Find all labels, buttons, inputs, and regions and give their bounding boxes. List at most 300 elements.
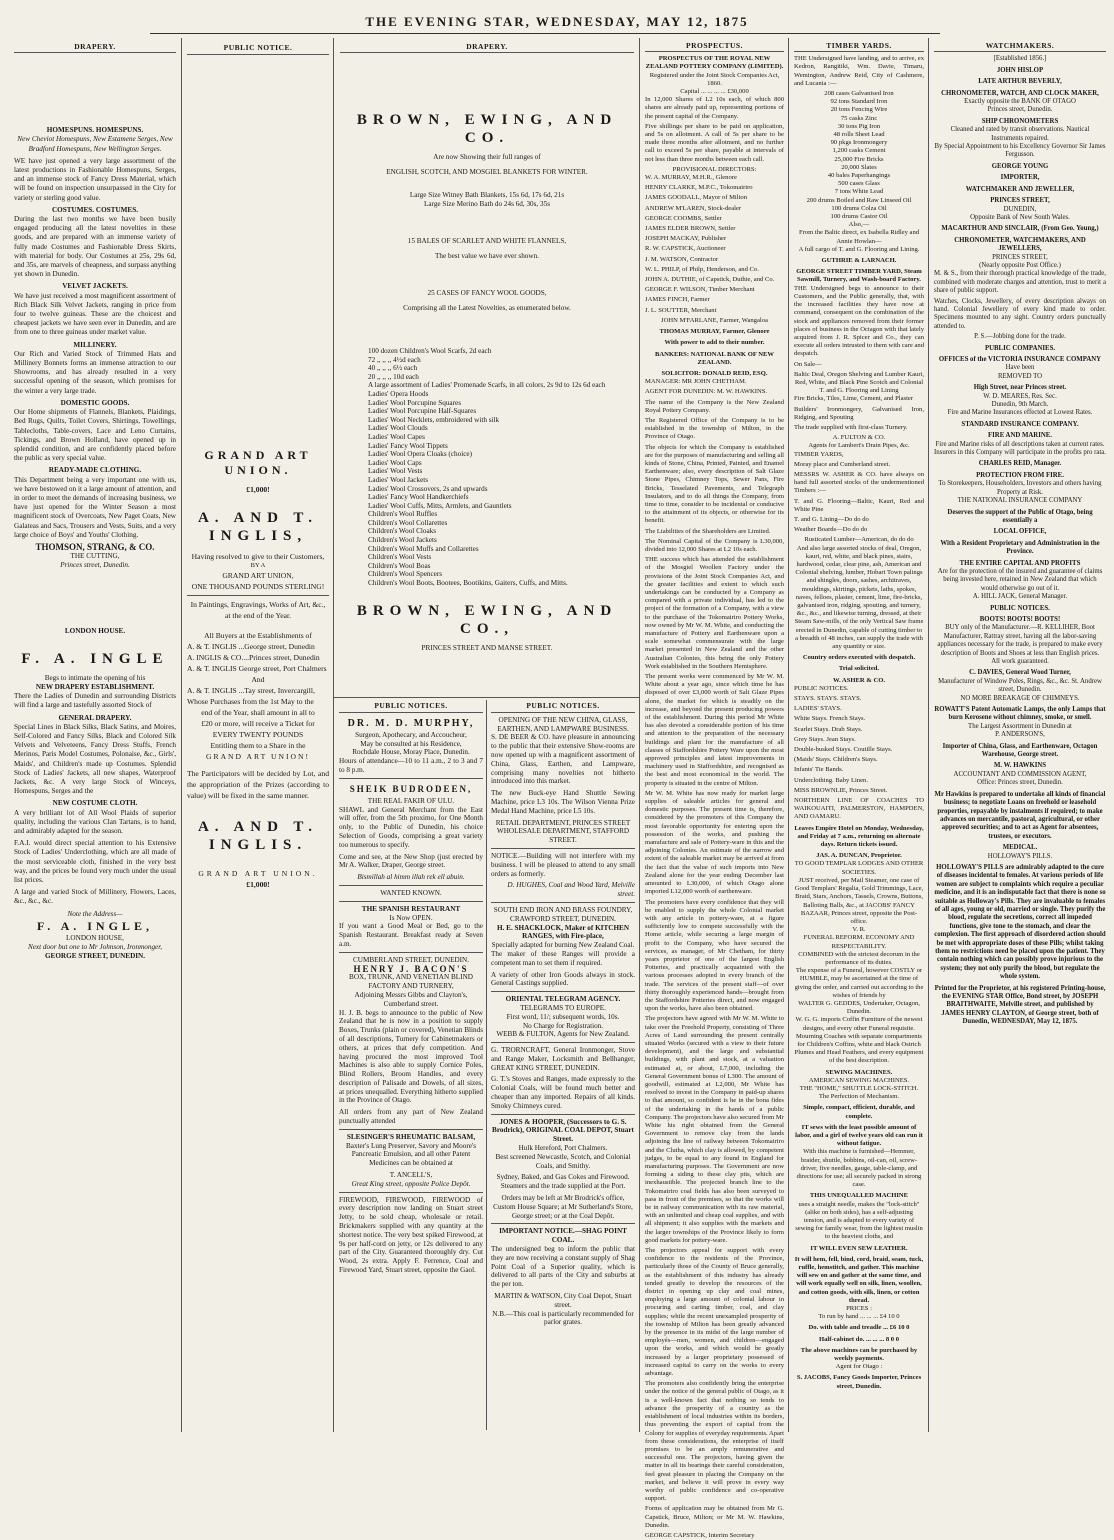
ad-body: Best screened Newcastle, Scotch, and Colonial Coals, and Smithy.: [495, 1152, 631, 1170]
ad-line: [Established 1856.]: [993, 55, 1047, 63]
ad-line: 200 drums Boiled and Raw Linseed Oil: [806, 196, 912, 204]
ad-line: Having resolved to give to their Customers,: [191, 552, 325, 561]
ad-body: Special Lines in Black Silks, Black Satins, and Moires, Self-Colored and Fancy Silks, Black and Colored Silk Velvets and Velveteens, Fancy Dress Stuffs, French Merinos, Paris Model Costumes, Polonaise, &c., Girls', Maids', and Children's made up Costumes. Splendid Stock of Ladies' Jackets, all new shapes, Waterproof Jackets, &c. A very large Stock of Winceys, Homespuns, Serges and the: [14, 722, 176, 796]
ad-line: The Perfection of Mechanism.: [818, 1093, 900, 1101]
ad-line: To Storekeepers, Householders, Investors and others having Property at Risk.: [938, 480, 1102, 496]
ad-heading: WATCHMAKER AND JEWELLER,: [965, 185, 1075, 193]
ad-body: A variety of other Iron Goods always in stock. General Castings supplied.: [491, 970, 635, 988]
ad-line: A full cargo of T. and G. Flooring and Lining.: [798, 245, 920, 253]
ad-line: W. G. G. imports Coffin Furniture of the newest designs, and every other Funeral requisite. Mourning Coaches with separate compartments for Children's Coffins, white and black Ostrich Plumes and Head Feathers, and every equipment of the best description.: [794, 1016, 924, 1065]
ad-heading: Mr Hawkins is prepared to undertake all kinds of financial business; to negotiate Loans on freehold or leasehold properties, repayable by instalments if required; to make advances on mercantile, pastoral, agricultural, or other approved securities; and to act as Agent for absentees, trustees, or executors.: [934, 790, 1106, 840]
ad-line: 75 casks Zinc: [840, 114, 878, 122]
ad-body: SHAWL and General Merchant from the East will offer, from the 5th proximo, for One Month only, to the Public of Dunedin, his choice Selection of Goods, comprising a great variety too numerous to specify.: [339, 805, 483, 849]
ad-line: Surgeon, Apothecary, and Accoucheur,: [355, 730, 467, 739]
ad-body: H. J. B. begs to announce to the public of New Zealand that he is now in a position to supply Boxes, Trunks (plain or covered), Venetian Blinds of all descriptions, Turnery for Cabinetmakers or others, at prices that defy competition. And having procured the most improved Tool Machines is also able to supply Cornice Poles, Blind Rollers, Broom Handles, and every description of Palisade and Dowels, of all sizes, at prices unequalled. Everything hitherto supplied in the Province of Otago.: [339, 1008, 484, 1105]
ad-body: MESSRS W. ASHER & CO. have always on hand full assorted stocks of the undermentioned Timbers :—: [794, 470, 924, 495]
ad-heading: CHRONOMETER, WATCHMAKERS, AND JEWELLERS,: [954, 236, 1086, 253]
ad-heading: S. JACOBS, Fancy Goods Importer, Princes street, Dunedin.: [796, 1374, 922, 1390]
ad-line: AMERICAN SEWING MACHINES.: [808, 1076, 910, 1084]
wool-goods-list-item: Ladies' Wool Capes: [368, 432, 425, 441]
column-head: TIMBER YARDS.: [794, 42, 924, 52]
ad-body: JOHN A. DUTHIE, of Capstick, Duthie, and Co.: [645, 276, 775, 284]
ad-heading: COSTUMES. COSTUMES.: [51, 205, 139, 214]
column-head: PUBLIC NOTICES.: [491, 702, 635, 713]
ad-heading: Printed for the Proprietor, at his registered Printing-house, the EVENING STAR Office, Bond street, by JOSEPH BRAITHWAITE, Melville street, and published by JAMES HENRY CLAYTON, of George street, both of Dunedin, WEDNESDAY, May 12, 1875.: [934, 984, 1106, 1026]
ad-line: WHOLESALE DEPARTMENT, STAFFORD STREET.: [496, 827, 630, 845]
column-rule: [181, 38, 182, 1432]
ad-heading: PUBLIC COMPANIES.: [984, 344, 1056, 352]
ad-body: FIREWOOD, FIREWOOD, FIREWOOD of every description now landing on Stuart street Jetty, to be sold cheap, wholesale or retail. Brickmakers supplied with any quantity at the shortest notice. The very best spiked Firewood, at 9s per half-cord on jetty, or 12s delivered to any part of the City. Guaranteed thoroughly dry. Cut Wood, 2s extra. Apply F. Ferrence, Coal and Firewood Yard, Stuart street, opposite the Gaol.: [339, 1195, 483, 1275]
column-timber-yards: [790, 40, 928, 1430]
ad-body: Underclothing. Baby Linen.: [794, 776, 868, 784]
ad-body: If you want a Good Meal or Bed, go to the Spanish Restaurant. Breakfast ready at Seven a.m.: [339, 922, 483, 948]
ad-body: Fire Bricks, Tiles, Lime, Cement, and Plaster: [794, 395, 914, 403]
ad-body: Grey Stays. Jean Stays.: [794, 735, 856, 743]
ad-line: EVERY TWENTY POUNDS: [212, 730, 304, 740]
ad-line: COMBINED with the strictest decorum in the performance of its duties.: [798, 950, 920, 966]
ad-body: G. T.'s Stoves and Ranges, made expressly to the Colonial Coals, will be found much better and cheaper than any imported. Repairs of all kinds. Smoky Chimneys cured.: [491, 1075, 635, 1110]
ad-line: And also large assorted stocks of deal, Oregon, kauri, red, white, and black pines, stairs, hardwood, cedar, clear pine, ash, American and Colonial shelving, lumber, Hobart Town palings and shingles, doors, sashes, architraves, mouldings, skirtings, pickets, laths, spokes, naves, felloes, plaster, cement, lime, fire-bricks, galvanised iron, ridging, spouting, and turnery, &c., &c., and likewise turning, dressed, at their Steam Saw-mills, of the only Vertical Saw frame erected in Dunedin, capable of cutting timber to a breadth of 48 inches, can supply the trade with any quantity or size.: [794, 544, 924, 651]
ad-line: All work guaranteed.: [991, 658, 1049, 665]
ad-line: TELEGRAMS TO EUROPE.: [520, 1003, 606, 1012]
ad-line: BUY only of the Manufacturer.—R. KELLIHER, Boot Manufacturer, Rattray street, having all the labor-saving appliances necessary for the trade, is prepared to make every description of Boots and Shoes at less than English prices.: [937, 624, 1103, 657]
ad-line: PROVISIONAL DIRECTORS:: [672, 165, 757, 173]
ad-body: Orders may be left at Mr Brodrick's office, Custom House Square; at Mr Sutherland's Store, George street; or at the Coal Depôt.: [493, 1194, 633, 1220]
ad-heading: ROWATT'S Patent Automatic Lamps, the only Lamps that burn Kerosene without chimney, smoke, or smell.: [934, 706, 1106, 722]
ad-body: The name of the Company is the New Zealand Royal Pottery Company.: [645, 398, 784, 414]
ad-heading: OPENING OF THE NEW CHINA, GLASS, EARTHEN, AND LAMPWARE BUSINESS.: [497, 715, 629, 733]
ad-heading: SLESINGER'S RHEUMATIC BALSAM,: [346, 1132, 476, 1141]
masthead-rule: [150, 33, 940, 34]
ad-heading: THE ENTIRE CAPITAL AND PROFITS: [959, 559, 1081, 567]
ad-line: Office: Princes street, Dunedin.: [977, 779, 1063, 787]
ad-heading: BOOTS! BOOTS! BOOTS!: [979, 615, 1061, 623]
ad-line: 90 pkgs Ironmongery: [830, 139, 888, 147]
wool-goods-list-item: Children's Wool Spencers: [368, 570, 443, 579]
ad-line: NO MORE BREAKAGE OF CHIMNEYS.: [960, 694, 1080, 702]
ad-heading: Leaves Empire Hotel on Monday, Wednesday, and Friday at 7 a.m., returning on alternate days. Return tickets issued.: [794, 824, 924, 849]
ad-heading: READY-MADE CLOTHING.: [48, 466, 142, 475]
ad-line: HOLLOWAY'S PILLS.: [987, 852, 1053, 860]
ad-line: THE NATIONAL INSURANCE COMPANY: [957, 497, 1083, 505]
ad-line: WALTER G. GEDDES, Undertaker, Octagon, Dunedin.: [798, 999, 920, 1016]
ad-line: ENGLISH, SCOTCH, AND MOSGIEL BLANKETS FOR WINTER.: [386, 168, 588, 176]
ad-heading: OFFICES of the VICTORIA INSURANCE COMPANY: [938, 356, 1102, 363]
wool-goods-list-item: Ladies' Wool Necklets, embroidered with silk: [368, 415, 500, 424]
ad-body: In 12,000 Shares of L2 10s each, of which 800 shares are already paid up, representing portions of the present capital of the Company.: [645, 96, 784, 120]
ad-body: Baxter's Lung Preserver, Savory and Moore's Pancreatic Emulsion, and all other Patent Medicines can be obtained at: [345, 1141, 477, 1168]
ad-signature: MARTIN & WATSON, City Coal Depot, Stuart street.: [494, 1292, 632, 1309]
ad-line: Capital ... ... ... ... £30,000: [680, 88, 749, 96]
ad-signature: D. HUGHES, Coal and Wood Yard, Melville street.: [507, 881, 635, 899]
ad-body: NORTHERN LINE OF COACHES TO WAIKOUAITI, PALMERSTON, HAMPDEN, AND OAMARU.: [794, 797, 924, 821]
ad-line: P. S.—Jobbing done for the trade.: [974, 333, 1066, 341]
ad-line: PRINCES STREET,: [992, 253, 1048, 261]
ad-line: 25 CASES OF FANCY WOOL GOODS,: [427, 289, 547, 297]
advertiser-name-large: BROWN, EWING, AND CO.,: [356, 602, 618, 637]
advertiser-address: GEORGE STREET, DUNEDIN.: [44, 952, 146, 961]
ad-line: TO GOOD TEMPLAR LODGES AND OTHER SOCIETIES.: [794, 860, 924, 876]
ad-body: R. W. CAPSTICK, Auctioneer: [645, 245, 726, 253]
ad-line: 20 tons Fencing Wire: [830, 106, 888, 114]
ad-line: All Buyers at the Establishments of: [204, 631, 312, 641]
ad-line: Fire and Marine Insurances effected at Lowest Rates.: [947, 409, 1093, 417]
ad-heading: DOMESTIC GOODS.: [60, 398, 130, 407]
ad-line: (Nearly opposite Post Office.): [979, 261, 1061, 269]
ad-line: 7 tons White Lead: [834, 188, 884, 196]
column-rule: [788, 38, 789, 1432]
ad-line: 100 drums Castor Oil: [830, 213, 888, 221]
ad-line: JUST received, per Mail Steamer, one case of Good Templars' Regalia, Gold Trimmings, Lace, Braid, Stars, Anchors, Tassels, Crowns, Buttons, Balloting Balls, &c., at JACOBS' FANCY BAZAAR, Princes street, opposite the Post-office.: [794, 876, 924, 925]
ad-body: Mr W. M. White has now ready for market large supplies of saleable articles for general and domestic purposes. The present time is, therefore, considered by the promoters of this Company the most favorable opportunity for entering upon the possession of the works, and pushing the manufacture and sale of Pottery-ware in this and the adjoining Colonies. An estimate of the narrow and extent of the saleable market may be arrived at from the fact that the value of such imports into New Zealand alone for the year ending December last amounted to L30,000, of which Otago alone imported L12,000 worth of earthenware.: [645, 789, 784, 896]
ad-line: GRAND ART UNION.: [198, 869, 318, 879]
ad-body: The promoters also confidently bring the enterprise under the notice of the general public of Otago, as it is a well-known fact that nothing so tends to advance the prosperity of a country as the establishment of local industries within its borders, thus preventing the export of capital from the Colony for supplies of everyday requirements. Apart from these considerations, the enterprise of itself promises to be an amply remunerative and successful one. The projectors, having given the matter in all its bearings their careful consideration, feel great pleasure in placing the Company on the market, and believe it will prove in every way worthy of public confidence and co-operative support.: [645, 1380, 784, 1503]
wool-goods-list-item: Ladies' Wool Cuffs, Mitts, Armlets, and Gauntlets: [368, 501, 512, 510]
ad-line: THE REAL FAKIR OF ULU.: [367, 796, 455, 805]
ad-heading: IMPORTER,: [1000, 174, 1040, 182]
prize-amount: £1,000!: [246, 880, 270, 890]
ad-body: TIMBER YARDS,: [794, 450, 844, 458]
column-head: DRAPERY.: [340, 42, 634, 53]
ad-body: The maker of these Ranges will provide a competent man to set them if required.: [491, 949, 635, 967]
advertiser-address: Princes street, Dunedin.: [60, 561, 130, 570]
ad-line: Also,—: [848, 221, 870, 229]
wool-goods-list-item: Children's Wool Muffs and Collarettes: [368, 544, 479, 553]
ad-body: GEORGE COOMBS, Settler: [645, 214, 722, 222]
ad-heading: GRAND ART UNION.: [204, 448, 312, 477]
ad-body: JAMES GOODALL, Mayor of Milton: [645, 194, 748, 202]
ad-heading: NEW COSTUME CLOTH.: [52, 799, 138, 808]
ad-line: Insurers in this Company will participate in the profits pro rata.: [934, 449, 1106, 457]
ad-line: THE "HOME," SHUTTLE LOCK-STITCH.: [799, 1084, 919, 1092]
ad-body: Weather Boards—Do do do: [794, 526, 868, 534]
ad-line: Cleaned and rated by transit observations. Nautical Instruments repaired.: [950, 126, 1090, 142]
ad-line: £20 or more, will receive a Ticket for: [201, 719, 315, 729]
ad-body: During the last two months we have been busily engaged producing all the latest novelties in these goods, and are prepared with an immense variety of fully made Costumes and Fashionable Dress Skirts, with material for body. Our Costumes at 25s, 29s 6d, and 35s, are marvels of cheapness, and surpass anything yet shown in Dunedin.: [14, 215, 176, 279]
ad-body: T. and G. Flooring—Baltic, Kauri, Red and White Pine: [794, 497, 924, 513]
ad-line: Large Size Witney Bath Blankets, 15s 6d, 17s 6d, 21s: [409, 191, 565, 199]
ad-heading: CHARLES REID, Manager.: [978, 460, 1062, 468]
wool-goods-list-item: Ladies' Wool Crossovers, 2s and upwards: [368, 484, 488, 493]
ad-line: Dunedin, 9th March.: [991, 401, 1049, 409]
ad-line: P. ANDERSON'S,: [995, 731, 1045, 739]
ad-line: By Special Appointment to his Excellency Governor Sir James Fergusson.: [934, 143, 1106, 159]
ad-body: Five shillings per share to be paid on application, and 5s on allotment. A call of 5s per share to be made three months after allotment, and no further call to exceed 5s per share, payable at intervals of not less than three months between each call.: [645, 122, 784, 163]
column-rule: [639, 38, 640, 1432]
ad-heading: Do. with table and treadle ... £6 10 0: [808, 1324, 910, 1332]
ad-line: Agents for Lambert's Drain Pipes, &c.: [808, 442, 910, 450]
ad-body: This Department being a very important one with us, we have bestowed on it a large amount of attention, and in order to meet the demands of increasing business, we have just opened for the Winter Season a most magnificent stock of Overcoats, New Paget Coats, New Galateas and Sacs, Trousers and Vests, Suits, and a very large choice of Boys' and Youths' Clothing.: [14, 475, 176, 539]
ad-heading: C. DAVIES, General Wood Turner,: [969, 669, 1071, 677]
ad-line: 208 cases Galvanised Iron: [824, 90, 894, 98]
ad-body: Come and see, at the New Shop (just erected by Mr A. Walker, Draper, George street.: [339, 852, 483, 870]
ad-line: BY A: [250, 562, 266, 569]
ad-body: Hours of attendance—10 to 11 a.m., 2 to 3 and 7 to 8 p.m.: [339, 757, 483, 774]
advertiser-shop: THE CUTTING,: [70, 552, 120, 561]
ad-heading: VELVET JACKETS.: [62, 282, 128, 291]
ad-heading: IT WILL EVEN SEW LEATHER.: [810, 1244, 908, 1252]
ad-body: GEORGE F. WILSON, Timber Merchant: [645, 286, 755, 294]
ad-line: A. FULTON & CO.: [832, 434, 886, 442]
ad-line: Agent for Otago :: [835, 1363, 883, 1371]
wool-goods-list-item: Children's Wool Cloaks: [368, 527, 437, 536]
ad-body: Forms of application may be obtained from Mr G. Capstick, Bruce, Milton; or Mr M. W. Hawkins, Dunedin.: [645, 1505, 784, 1529]
ad-body: JAMES ELDER BROWN, Settler: [645, 225, 736, 233]
ad-heading: JAS. A. DUNCAN, Proprietor.: [816, 852, 902, 860]
ad-line: Exactly opposite the BANK OF OTAGO: [964, 98, 1076, 106]
advertiser-shop: LONDON HOUSE,: [66, 933, 124, 942]
ad-line: DUNEDIN,: [1003, 205, 1037, 213]
ad-body: The present works were commenced by Mr W. M. White about a year ago, since which time he has disposed of over £3,000 worth of Salt Glaze Pipes alone, the market for which is steadily on the increase, and beyond the present producing powers of the establishment. During this period Mr White has also devoted a considerable portion of his time and attention to the preparation of the necessary buildings and plant for the manufacture of all classes of Staffordshire Pottery Ware upon the most approved principles and latest improvements in machinery used in Staffordshire, and recognised as the best and most economical in the world. The property is situated in the centre of Milton.: [645, 673, 784, 787]
ad-line: Specially adapted for burning New Zealand Coal.: [491, 941, 635, 950]
ad-heading: CHRONOMETER, WATCH, AND CLOCK MAKER,: [941, 89, 1099, 97]
advertiser-address: PRINCES STREET AND MANSE STREET.: [421, 643, 553, 652]
ad-heading: WANTED KNOWN.: [380, 888, 442, 897]
advertiser-name-large: A. AND T. INGLIS.: [197, 819, 319, 854]
ad-body: WE have just opened a very large assortment of the latest productions in Fashionable Homespuns, Serges, and an immense stock of Fancy Dress Material, which will be found on inspection unsurpassed in the City for variety or sterling good value.: [14, 156, 176, 202]
ad-body: The Liabilities of the Shareholders are Limited.: [645, 527, 771, 535]
ad-heading: SOUTH END IRON AND BRASS FOUNDRY, CRAWFORD STREET, DUNEDIN.: [493, 905, 633, 923]
ad-body: W. L. PHILP, of Philp, Henderson, and Co.: [645, 265, 759, 273]
ad-heading: LOCAL OFFICE,: [993, 528, 1047, 536]
ad-body: (Maids' Stays. Children's Stays.: [794, 756, 878, 764]
ad-body: G. TRORNCRAFT, General Ironmonger, Stove and Range Maker, Locksmith and Bellhanger, GREAT KING STREET, DUNEDIN.: [491, 1046, 635, 1072]
ad-line: No Charge for Registration.: [522, 1021, 604, 1030]
ad-heading: M. W. HAWKINS: [993, 762, 1047, 770]
ad-heading: Importer of China, Glass, and Earthenware, Octagon Warehouse, George street.: [942, 742, 1098, 759]
subcolumn-public-notices-2: [488, 700, 638, 1430]
ad-heading: GEORGE STREET TIMBER YARD, Steam Sawmill, Turnery, and Wash-board Factory.: [796, 268, 922, 284]
advertiser-name: THOMSON, STRANG, & CO.: [35, 541, 155, 552]
ad-line: Is Now OPEN.: [389, 913, 433, 922]
ad-body: JOSEPH MACKAY, Publisher: [645, 235, 727, 243]
ad-heading: Trial solicited.: [838, 665, 880, 673]
ad-line: REMOVED TO: [997, 372, 1043, 380]
column-head: WATCHMAKERS.: [934, 42, 1106, 52]
ad-heading: JOHN HISLOP: [996, 66, 1044, 74]
ad-line: 92 tons Standard Iron: [830, 98, 888, 106]
ad-line: Whose Purchases from the 1st May to the: [187, 697, 314, 707]
ad-body: The projectors have agreed with Mr W. M. White to take over the Freehold Property, consisting of Three Acres of Land surrounding the present centrally situated Works (secured with a view to their future development), and the large and substantial buildings, with plant and stock, at a valuation estimated at, or about, L7,000, including the General Government bonus of L300. The amount of goodwill, estimated at L2,000, Mr White has resolved to invest in the Company in paid-up shares to that amount, so confident is he in the bona fides of the undertaking in the hands of a public Company. The projectors have also secured from Mr White his right obtained from the General Government to remove clay from the lands adjoining the line of railway between Tokomairiro and the Clutha, which clay is allowed, by competent judges, to be equal to any found in England for manufacturing purposes. The Government are now forming a siding to these clay pits, which are inexhaustible. The projected branch line to the Tokomairiro coal fields has also been surveyed to pass in front of the premises, so that the works will be in railway communication with its raw material, with an unlimited and cheap coal supplies, and with all shipment; it also supplies with the markets and the larger townships of the Province likely to form good markets for pottery-ware.: [645, 1015, 784, 1244]
ad-heading: BANKERS: NATIONAL BANK OF NEW ZEALAND.: [654, 350, 775, 366]
ad-heading: THE SPANISH RESTAURANT: [361, 904, 461, 913]
ad-heading: Simple, compact, efficient, durable, and complete.: [803, 1104, 915, 1120]
ad-line: GRAND ART UNION!: [206, 752, 310, 762]
ad-body: J. L. SOUTTER, Merchant: [645, 306, 717, 314]
ad-line: A. HILL JACK, General Manager.: [972, 593, 1068, 601]
ad-body: THE success which has attended the establishment of the Mosgiel Woollen Factory under the provisions of the Joint Stock Companies Act, and the greater facilities and extent to which such undertakings can be conducted by a Company as compared with a private individual, has led to the project of the formation of a Company, with a view to the purchase of the Tokomairiro Pottery Works, now owned by Mr W. M. White, and conducting the manufacture of Pottery and Earthenware upon a scale somewhat commensurate with the large market presented in New Zealand and the other Australian Colonies, this being the only Pottery Work established in the Southern Hemisphere.: [645, 556, 784, 670]
wool-goods-list-item: Ladies' Wool Porcupine Half-Squares: [368, 407, 477, 416]
advertiser-name-large: BROWN, EWING, AND CO.: [356, 112, 618, 146]
advertiser-address: Next door but one to Mr Johnson, Ironmonger,: [27, 943, 163, 952]
ad-body: F.A.I. would direct special attention to his Extensive Stock of Ladies' Underclothing, which are all made of the most serviceable cloth, finished in the very best way, and the prices be found very much under the usual list prices.: [14, 839, 176, 885]
ad-body: PUBLIC NOTICES.: [794, 684, 849, 692]
ad-body: W. A. MURRAY, M.H.R., Glenore: [645, 174, 737, 182]
ad-line: Rochdale House, Moray Place, Dunedin.: [352, 748, 470, 757]
ad-body: The trade supplied with first-class Turnery.: [794, 423, 908, 431]
column-head: PROSPECTUS.: [645, 42, 784, 52]
wool-goods-list-item: 20 ,, ,, ,, 10d each: [368, 372, 419, 381]
ad-signature: WEBB & FULTON, Agents for New Zealand.: [496, 1030, 630, 1039]
wool-goods-list-item: Ladies' Wool Jackets: [368, 475, 429, 484]
ad-line: And: [251, 675, 265, 685]
masthead: THE EVENING STAR, WEDNESDAY, MAY 12, 1875: [365, 14, 749, 29]
ad-body: STAYS. STAYS. STAYS.: [794, 695, 862, 703]
column-rule: [928, 38, 929, 1432]
ad-line: RETAIL DEPARTMENT, PRINCES STREET: [495, 818, 631, 827]
ad-line: With this machine is furnished—Hemmer, braider, shuttle, bobbins, oil-can, oil, screw-driver, five needles, gauge, table-clamp, and directions for use; all securely packed in strong case.: [796, 1148, 922, 1189]
ad-body: The promoters have every confidence that they will be enabled to supply the whole Colonial market with any article in pottery-ware, at a figure sufficiently low to compete successfully with the Home article, while securing a large margin of profit to the Company, who have secured the services, as manager, of Mr Chetham, for thirty years proprietor of one of the largest English Potteries, and practically acquainted with the various processes adopted in every branch of the trade. The services of the present staff—of over thirty thoroughly experienced hands—brought from the Staffordshire Potteries direct, and now engaged upon the works, have also been obtained.: [645, 898, 784, 1013]
advertiser-name-large: HENRY J. BACON'S: [353, 963, 469, 974]
wool-goods-list-item: 72 ,, ,, ,, 4½d each: [368, 355, 421, 364]
ad-line: First word, 11/; subsequent words, 10s.: [506, 1012, 620, 1021]
ad-line: Fire and Marine risks of all descriptions taken at current rates.: [935, 440, 1105, 448]
wool-goods-list-item: Ladies' Fancy Wool Tippets: [368, 441, 448, 450]
shop-list-item: A. & T. INGLIS ...Tay street, Invercargill,: [187, 686, 315, 696]
wool-goods-list-item: 40 ,, ,, ,, 6½ each: [368, 364, 418, 373]
ad-line: Comprising all the Latest Novelties, as enumerated below.: [403, 304, 571, 312]
wool-goods-list-item: Children's Wool Boots, Bootees, Bootikins, Gaiters, Cuffs, and Mitts.: [368, 579, 568, 588]
wool-goods-list-item: Ladies' Wool Clouds: [368, 424, 428, 433]
ad-line: Entitling them to a Share in the: [210, 741, 306, 751]
wool-goods-list-item: Children's Wool Boas: [368, 561, 431, 570]
ad-body: MANAGER: MR JOHN CHETHAM.: [645, 378, 747, 386]
ad-heading: With power to add to their number.: [664, 339, 765, 347]
ad-heading: Deserves the support of the Public of Otago, being essentially a: [947, 508, 1093, 524]
ad-line: The expense of a Funeral, however COSTLY or HUMBLE, may be ascertained at the time of giving the order, and carried out according to the wishes of friends by: [794, 967, 924, 999]
ad-line: Adjoining Messrs Gibbs and Clayton's, Cumberland street.: [354, 990, 468, 1008]
wool-goods-list-item: Ladies' Wool Vests: [368, 467, 423, 476]
ad-line: 30 tons Pig Iron: [837, 122, 881, 130]
ad-body: The undersigned beg to inform the public that they are now receiving a constant supply of Shag Point Coal of a Superior quality, which is delivered to all parts of the City and suburbs at the per ton.: [491, 1245, 635, 1289]
ad-heading: With a Resident Proprietary and Administration in the Province.: [940, 539, 1100, 556]
ad-line: 48 rolls Sheet Lead: [833, 131, 885, 139]
ad-line: Begs to intimate the opening of his: [44, 673, 146, 682]
ad-line: W. D. MEARES, Res. Sec.: [983, 392, 1057, 400]
ad-body: Builders' Ironmongery, Galvanised Iron, Ridging, and Spouting: [794, 405, 924, 421]
ad-body: ANDREW M'LAREN, Stock-dealer: [645, 204, 742, 212]
ad-line: Opposite Bank of New South Wales.: [970, 213, 1070, 221]
ad-heading: LATE ARTHUR BEVERLY,: [978, 78, 1062, 86]
wool-goods-list-item: 100 dozen Children's Wool Scarfs, 2d each: [368, 347, 492, 355]
ad-heading: NEW DRAPERY ESTABLISHMENT.: [35, 682, 155, 691]
ad-line: Are now Showing their full ranges of: [433, 153, 541, 161]
ad-line: Manufacturer of Window Poles, Rings, &c., &c. St. Andrew street, Dunedin.: [938, 677, 1102, 694]
ad-line: 500 cases Glass: [838, 180, 880, 188]
ad-line: Hulk Hereford, Port Chalmers.: [518, 1144, 608, 1153]
subcolumn-rule: [486, 700, 487, 1430]
ad-line: Registered under the Joint Stock Companies Act, 1860.: [649, 71, 780, 87]
ad-heading: PROTECTION FROM FIRE.: [976, 471, 1064, 479]
ad-body: J. M. WATSON, Contractor: [645, 255, 719, 263]
column-head: PUBLIC NOTICE.: [187, 42, 329, 55]
ad-heading: FIRE AND MARINE.: [987, 432, 1052, 440]
ad-line: May be consulted at his Residence,: [360, 739, 462, 748]
ad-body: In Paintings, Engravings, Works of Art, &c., at the end of the Year.: [190, 600, 326, 621]
ad-body: Sydney, Baked, and Gas Cokes and Firewood. Steamers and the trade supplied at the Port.: [496, 1173, 630, 1191]
ad-heading: STANDARD INSURANCE COMPANY.: [961, 420, 1079, 428]
ad-body: A very brilliant lot of All Wool Plaids of superior quality, including the various Clan Tartans, is to hand, and admirably adapted for the season.: [14, 808, 176, 835]
ad-heading: PUBLIC NOTICES.: [990, 604, 1050, 612]
ad-body: White Stays. French Stays.: [794, 715, 866, 723]
ad-body: Moray place and Cumberland street.: [794, 460, 891, 468]
ad-heading: Country orders executed with despatch.: [802, 654, 916, 662]
ad-subheading: New Cheviot Homespuns, New Estamene Serges, New Bradford Homespuns, New Wellington Serges.: [17, 135, 173, 153]
wool-goods-list-item: Children's Wool Ruffles: [368, 510, 438, 519]
ad-heading: PROSPECTUS OF THE ROYAL NEW ZEALAND POTTERY COMPANY (LIMITED).: [645, 55, 784, 71]
prize-amount: £1,000!: [246, 485, 270, 494]
column-head: DRAPERY.: [14, 42, 176, 53]
ad-line: T. ANCELL'S,: [389, 1171, 433, 1180]
ad-line: ACCOUNTANT AND COMMISSION AGENT,: [953, 770, 1087, 778]
ad-line: The Largest Assortment in Dunedin at: [968, 722, 1072, 730]
ad-body: All orders from any part of New Zealand punctually attended: [339, 1108, 483, 1126]
ad-heading: H. E. SHACKLOCK, Maker of KITCHEN RANGES, with Fire-place,: [496, 923, 630, 941]
ad-line: PRICES :: [846, 1305, 872, 1313]
ad-heading: ORIENTAL TELEGRAM AGENCY.: [505, 995, 621, 1004]
ad-heading: THIS UNEQUALLED MACHINE: [809, 1192, 909, 1200]
ad-line: GRAND ART UNION,: [222, 571, 294, 581]
ad-body: THE Undersigned begs to announce to their Customers, and the Public generally, that, with the increased facilities they have now at command, consequent on the combination of the stock and appliances removed from their former places of business in the Octagon with that lately acquired from J. R. Spicer and Co., they can execute all orders intrusted to them with care and despatch.: [794, 284, 924, 358]
section-rule: [334, 697, 639, 698]
ad-heading: The above machines can be purchased by weekly payments.: [800, 1346, 918, 1363]
ad-heading: W. ASHER & CO.: [833, 676, 885, 684]
advertiser-name-large: F. A. INGLE,: [37, 918, 153, 933]
ad-body: GEORGE CAPSTICK, Interim Secretary: [645, 1531, 755, 1539]
wool-goods-list-item: Ladies' Wool Opera Cloaks (choice): [368, 450, 472, 459]
ad-body: Watches, Clocks, Jewellery, of every description always on hand. Colonial Jewellery of every kind made to order. Specimens mounted to any sight. Country orders punctually attended to.: [934, 297, 1106, 330]
column-prospectus: [641, 40, 788, 1539]
ad-heading: SEWING MACHINES.: [825, 1068, 893, 1076]
ad-line: 100 drums Colza Oil: [831, 204, 887, 212]
ad-line: JOHN M'FARLANE, Farmer, Wangaloa: [661, 316, 768, 324]
advertiser-name-large: SHEIK BUDRODEEN,: [349, 783, 473, 794]
ad-heading: THOMAS MURRAY, Farmer, Glenore: [659, 328, 770, 336]
ad-body: NOTICE.—Building will not interfere with my business. I will be pleased to attend to any small orders as formerly.: [491, 851, 635, 878]
ad-line: 20,000 Slates: [841, 163, 877, 171]
ad-body: The Participators will be decided by Lot, and the appropriation of the Prizes (according to value) will be fixed in the same manner.: [187, 769, 329, 801]
ad-line: Princes street, Dunedin.: [987, 106, 1053, 114]
ad-line: To run by hand ... ... ... £4 10 0: [818, 1313, 900, 1321]
wool-goods-list: [340, 347, 634, 588]
ad-heading: HOLLOWAY'S PILLS are admirably adapted to the cure of diseases incidental to females. At various periods of life women are subject to complaints which require a peculiar medicine, and it is an indisputable fact that there is none so suitable as Holloway's Pills. They are invaluable to females of all ages, young or old, married or single. They purify the blood, regulate the secretions, correct all impeded functions, give tone to the stomach, and clear the complexion. The first approach of disordered action should be met with appropriate doses of these Pills; whilst taking them no restrictions need be placed upon the patient. They contain nothing which can possibly prove injurious to the system; they not only purify the blood, but regulate the whole system.: [934, 863, 1106, 981]
advertiser-name-large: DR. M. D. MURPHY,: [347, 717, 475, 729]
ad-line: Great King street, opposite Police Depôt.: [351, 1179, 471, 1188]
ad-body: Our Home shipments of Flannels, Blankets, Plaidings, Bed Rugs, Quilts, Toilet Covers, Shirtings, Towellings, Tablecloths, Table-covers, Lace and Leno Curtains, Tickings, and Brown Holland, have opened up in splendid condition, and are confidently placed before the public as very special value.: [14, 408, 176, 463]
ad-line: 15 BALES OF SCARLET AND WHITE FLANNELS,: [407, 237, 567, 245]
wool-goods-list-item: Children's Wool Vests: [368, 553, 432, 562]
ad-body: MISS BROWNLIE, Princes Street.: [794, 786, 888, 794]
ad-body: There the Ladies of Dunedin and surrounding Districts will find a large and tastefully assorted Stock of: [14, 692, 176, 710]
ad-line: ONE THOUSAND POUNDS STERLING!: [191, 582, 325, 592]
ad-heading: CUMBERLAND STREET, DUNEDIN.: [352, 955, 470, 964]
ad-body: LADIES' STAYS.: [794, 705, 842, 713]
ad-body: Double-busked Stays. Coutille Stays.: [794, 746, 893, 754]
ad-heading: IMPORTANT NOTICE.—SHAG POINT COAL.: [499, 1227, 627, 1245]
ad-heading: PRINCES STREET,: [990, 197, 1050, 205]
column-public-notices-bottom: [336, 700, 638, 1430]
ad-body: The Nominal Capital of the Company is L30,000, divided into 12,000 Shares at L2 10s each.: [645, 537, 784, 553]
wool-goods-list-item: A large assortment of Ladies' Promenade Scarfs, in all colors, 2s 9d to 12s 6d each: [368, 381, 606, 390]
ad-line: Note the Address—: [67, 909, 123, 918]
ad-body: HENRY CLARKE, M.P.C., Tokomairiro: [645, 184, 753, 192]
ad-body: The projectors appeal for support with every confidence to the residents of the Province, particularly those of the County of Bruce generally, as the establishment of this industry has already tended greatly to develop the resources of the district in opening up clay and coal mines, employing a large amount of colonial labour in procuring and carting timber, coal, and clay supplies; while the recent unexampled prosperity of the township of Milton has been greatly advanced by the presence in its midst of the large number of employés—men, women, and children—engaged upon the works, and which would be greatly increased by a larger proprietary possessed of increased capital to carry on the works to every advantage.: [645, 1247, 784, 1378]
ad-line: 25,000 Fire Bricks: [834, 155, 884, 163]
ad-line: Rusticated Lumber—American, do do do: [804, 536, 914, 544]
ad-body: Our Rich and Varied Stock of Trimmed Hats and Millinery Bonnets forms an immense attraction to our Showrooms, and has already resulted in a very successful opening of the season, which promises for the winter a very large trade.: [14, 349, 176, 395]
ad-body: T. and G. Lining—Do do do: [794, 515, 869, 523]
ad-heading: GEORGE YOUNG: [991, 162, 1049, 170]
